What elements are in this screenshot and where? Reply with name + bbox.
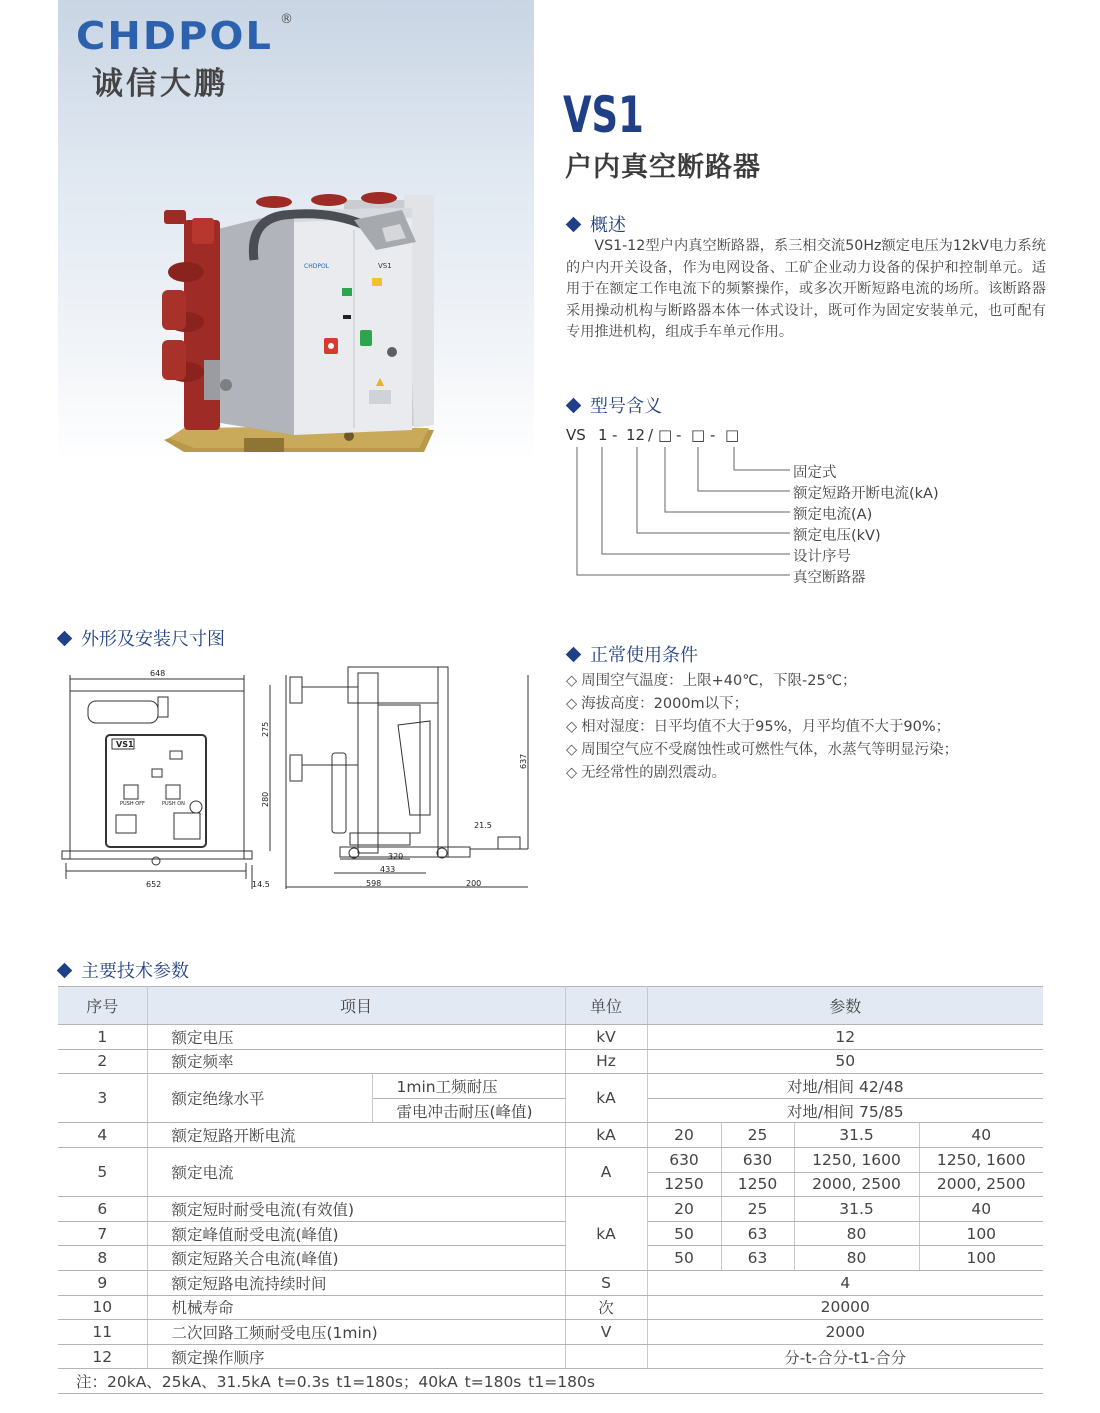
cell-unit: kA <box>565 1074 647 1123</box>
table-row <box>58 1320 1043 1345</box>
cell-no: 6 <box>58 1197 147 1222</box>
dim-275: 275 <box>261 721 270 737</box>
cell-no: 8 <box>58 1246 147 1271</box>
table-row <box>58 1074 1043 1099</box>
cell-value: 对地/相间 75/85 <box>647 1098 1043 1123</box>
hollow-diamond-icon: ◇ <box>566 673 578 689</box>
cell-item: 额定短时耐受电流(有效值) <box>147 1197 565 1222</box>
model-label-vacuum-breaker: 真空断路器 <box>793 570 866 586</box>
cell-unit: kA <box>565 1123 647 1148</box>
model-code-dash: - <box>710 426 716 444</box>
model-code-dash: - <box>612 426 618 444</box>
model-code-dash: - <box>676 426 682 444</box>
cell-value: 100 <box>919 1221 1043 1246</box>
cell-value: 63 <box>721 1221 794 1246</box>
overview-paragraph: VS1-12型户内真空断路器，系三相交流50Hz额定电压为12kV电力系统的户内开关设备，作为电网设备、工矿企业动力设备的保护和控制单元。适用于在额定工作电流下的频繁操作，或多次开断短路电流的场所。该断路器采用操动机构与断路器本体一体式设计，既可作为固定安装单元，也可配有专用推进机构，组成手车单元作用。 <box>566 238 1046 341</box>
cell-unit: kA <box>565 1197 647 1271</box>
cell-value: 31.5 <box>794 1123 919 1148</box>
cell-item: 机械寿命 <box>147 1295 565 1320</box>
condition-text: 无经常性的剧烈震动。 <box>581 765 727 781</box>
cell-value: 630 <box>647 1147 721 1172</box>
table-row <box>58 1344 1043 1369</box>
section-heading-text: 正常使用条件 <box>590 645 698 666</box>
cell-no: 11 <box>58 1320 147 1345</box>
diamond-bullet-icon <box>57 630 73 646</box>
dim-433: 433 <box>380 865 396 874</box>
cell-value: 80 <box>794 1246 919 1271</box>
dim-637: 637 <box>519 753 528 769</box>
table-row <box>58 1295 1043 1320</box>
dim-280: 280 <box>261 791 270 807</box>
cell-value: 1250 <box>721 1172 794 1197</box>
condition-item <box>566 692 748 713</box>
cell-item: 额定频率 <box>147 1049 565 1074</box>
cell-subitem: 1min工频耐压 <box>372 1074 565 1099</box>
product-model-title: VS1 <box>563 86 644 144</box>
model-code-vs: VS <box>566 426 586 444</box>
cell-value: 20 <box>647 1197 721 1222</box>
cell-value: 对地/相间 42/48 <box>647 1074 1043 1099</box>
cell-value: 80 <box>794 1221 919 1246</box>
push-off-label: PUSH OFF <box>120 801 145 807</box>
cell-value: 31.5 <box>794 1197 919 1222</box>
model-label-rated-current: 额定电流(A) <box>793 507 873 523</box>
cell-item: 额定短路关合电流(峰值) <box>147 1246 565 1271</box>
header-unit: 单位 <box>565 987 647 1025</box>
cell-unit: V <box>565 1320 647 1345</box>
model-code-voltage: 12 <box>626 426 646 444</box>
cell-unit: kV <box>565 1025 647 1050</box>
cell-unit: 次 <box>565 1295 647 1320</box>
cell-value: 50 <box>647 1246 721 1271</box>
cell-value: 2000, 2500 <box>919 1172 1043 1197</box>
model-label-fixed: 固定式 <box>793 465 837 481</box>
hollow-diamond-icon: ◇ <box>566 742 578 758</box>
cell-value: 50 <box>647 1049 1043 1074</box>
model-code-box-current: □ <box>658 426 673 444</box>
brand-registered-mark: ® <box>280 12 293 27</box>
cell-item: 额定短路开断电流 <box>147 1123 565 1148</box>
cell-value: 25 <box>721 1197 794 1222</box>
cell-no: 1 <box>58 1025 147 1050</box>
circuit-breaker-photo <box>154 190 444 465</box>
cell-no: 5 <box>58 1147 147 1196</box>
model-code-box-breaking: □ <box>691 426 706 444</box>
model-label-breaking-current: 额定短路开断电流(kA) <box>793 486 939 502</box>
spec-table <box>58 986 1043 1369</box>
header-no: 序号 <box>58 987 147 1025</box>
footnote-divider <box>58 1393 1043 1394</box>
dim-648: 648 <box>150 669 166 678</box>
model-code-design: 1 <box>598 426 608 444</box>
cell-value: 40 <box>919 1197 1043 1222</box>
cell-no: 7 <box>58 1221 147 1246</box>
table-row <box>58 1197 1043 1222</box>
cell-unit: S <box>565 1270 647 1295</box>
dim-598: 598 <box>366 879 382 888</box>
product-subtitle: 户内真空断路器 <box>565 152 761 183</box>
model-code-box-fixed: □ <box>725 426 740 444</box>
brand-logo-en: CHDPOL <box>76 14 273 58</box>
section-heading-text: 型号含义 <box>590 396 662 417</box>
model-label-rated-voltage: 额定电压(kV) <box>793 528 881 544</box>
model-code-slash: / <box>648 426 654 444</box>
condition-item <box>566 761 726 782</box>
section-heading-model-meaning <box>568 392 662 418</box>
cell-unit: A <box>565 1147 647 1196</box>
dim-14-5: 14.5 <box>252 880 270 889</box>
table-row <box>58 1049 1043 1074</box>
condition-text: 相对湿度：日平均值不大于95%，月平均值不大于90%； <box>581 719 951 735</box>
cell-no: 2 <box>58 1049 147 1074</box>
dim-652: 652 <box>146 880 162 889</box>
cell-value: 630 <box>721 1147 794 1172</box>
cell-value: 12 <box>647 1025 1043 1050</box>
cell-no: 12 <box>58 1344 147 1369</box>
section-heading-text: 外形及安装尺寸图 <box>81 629 225 650</box>
cell-subitem: 雷电冲击耐压(峰值) <box>372 1098 565 1123</box>
cell-item: 额定峰值耐受电流(峰值) <box>147 1221 565 1246</box>
table-row <box>58 1221 1043 1246</box>
dim-21-5: 21.5 <box>474 821 492 830</box>
cell-value: 2000, 2500 <box>794 1172 919 1197</box>
condition-text: 周围空气温度：上限+40℃，下限-25℃； <box>581 673 857 689</box>
hollow-diamond-icon: ◇ <box>566 696 578 712</box>
cell-no: 3 <box>58 1074 147 1123</box>
model-meaning-leader-lines <box>566 444 796 584</box>
product-hero-panel <box>58 0 534 462</box>
header-params: 参数 <box>647 987 1043 1025</box>
cell-value: 100 <box>919 1246 1043 1271</box>
header-item: 项目 <box>147 987 565 1025</box>
cell-no: 10 <box>58 1295 147 1320</box>
condition-item <box>566 738 958 759</box>
cell-item: 二次回路工频耐受电压(1min) <box>147 1320 565 1345</box>
section-heading-text: 概述 <box>590 215 626 236</box>
condition-item <box>566 669 857 690</box>
condition-text: 海拔高度：2000m以下； <box>581 696 749 712</box>
table-row <box>58 1246 1043 1271</box>
front-model-label: VS1 <box>378 262 392 270</box>
front-brand-label: CHDPOL <box>304 263 330 270</box>
cell-item: 额定短路电流持续时间 <box>147 1270 565 1295</box>
brand-logo-cn: 诚信大鹏 <box>92 66 228 102</box>
cell-value: 4 <box>647 1270 1043 1295</box>
hollow-diamond-icon: ◇ <box>566 765 578 781</box>
diamond-bullet-icon <box>57 962 73 978</box>
cell-item: 额定电流 <box>147 1147 565 1196</box>
table-header-row <box>58 987 1043 1025</box>
cell-item: 额定操作顺序 <box>147 1344 565 1369</box>
condition-text: 周围空气应不受腐蚀性或可燃性气体，水蒸气等明显污染； <box>581 742 959 758</box>
cell-item: 额定电压 <box>147 1025 565 1050</box>
diamond-bullet-icon <box>566 397 582 413</box>
cell-no: 9 <box>58 1270 147 1295</box>
section-heading-overview <box>568 211 626 237</box>
cell-value: 2000 <box>647 1320 1043 1345</box>
push-on-label: PUSH ON <box>162 801 185 807</box>
table-row <box>58 1147 1043 1172</box>
dim-320: 320 <box>388 852 404 861</box>
dim-200: 200 <box>466 879 482 888</box>
table-row <box>58 1123 1043 1148</box>
cell-value: 20000 <box>647 1295 1043 1320</box>
cell-value: 1250, 1600 <box>794 1147 919 1172</box>
cell-value: 1250 <box>647 1172 721 1197</box>
cell-value: 40 <box>919 1123 1043 1148</box>
cell-value: 25 <box>721 1123 794 1148</box>
section-heading-drawing <box>59 625 225 651</box>
model-label-design-serial: 设计序号 <box>793 549 851 565</box>
cell-value: 1250, 1600 <box>919 1147 1043 1172</box>
cell-unit <box>565 1344 647 1369</box>
cell-item: 额定绝缘水平 <box>147 1074 372 1123</box>
condition-item <box>566 715 950 736</box>
front-panel-model: VS1 <box>116 740 134 749</box>
hollow-diamond-icon: ◇ <box>566 719 578 735</box>
dimension-drawing <box>58 665 548 895</box>
diamond-bullet-icon <box>566 216 582 232</box>
cell-no: 4 <box>58 1123 147 1148</box>
cell-value: 63 <box>721 1246 794 1271</box>
table-row <box>58 1025 1043 1050</box>
cell-value: 50 <box>647 1221 721 1246</box>
section-heading-specs <box>59 957 189 983</box>
cell-value: 分-t-合分-t1-合分 <box>647 1344 1043 1369</box>
section-heading-conditions <box>568 641 698 667</box>
cell-value: 20 <box>647 1123 721 1148</box>
section-heading-text: 主要技术参数 <box>81 961 189 982</box>
table-row <box>58 1270 1043 1295</box>
diamond-bullet-icon <box>566 646 582 662</box>
cell-unit: Hz <box>565 1049 647 1074</box>
table-footnote: 注：20kA、25kA、31.5kA t=0.3s t1=180s；40kA t=180s t1=180s <box>76 1373 595 1391</box>
